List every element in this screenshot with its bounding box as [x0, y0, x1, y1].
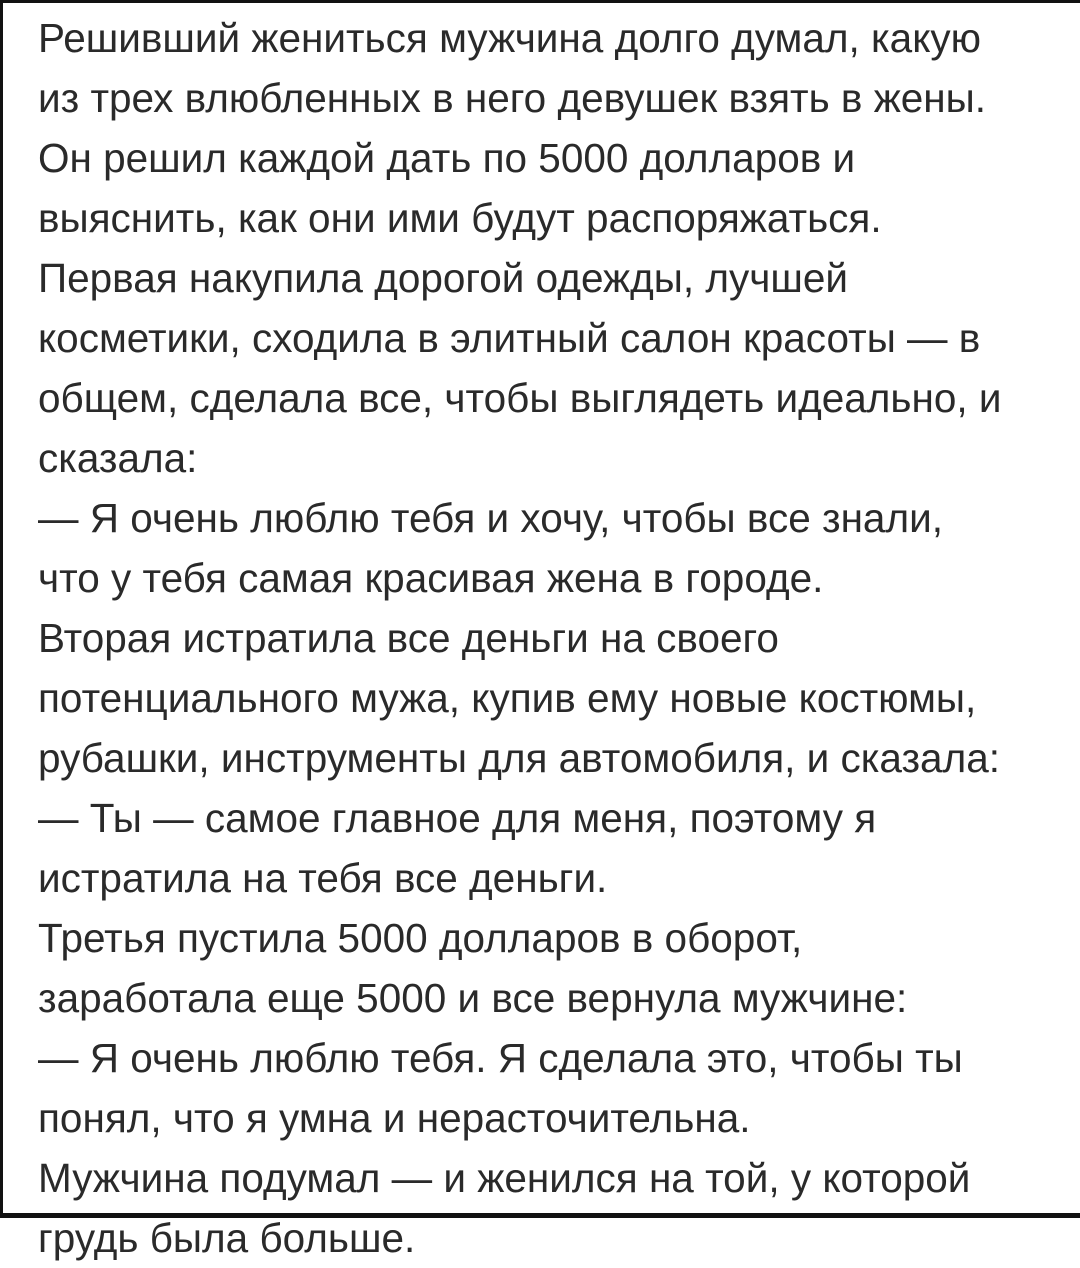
text-line: заработала еще 5000 и все вернула мужчине: — [38, 975, 908, 1021]
text-line: из трех влюбленных в него девушек взять в жены. — [38, 75, 987, 121]
text-line: косметики, сходила в элитный салон красоты — в — [38, 315, 981, 361]
text-line: грудь была больше. — [38, 1215, 416, 1261]
text-line: Первая накупила дорогой одежды, лучшей — [38, 255, 848, 301]
text-line: Он решил каждой дать по 5000 долларов и — [38, 135, 856, 181]
text-line: — Я очень люблю тебя и хочу, чтобы все знали, — [38, 495, 943, 541]
text-line: Третья пустила 5000 долларов в оборот, — [38, 915, 803, 961]
text-line: потенциального мужа, купив ему новые костюмы, — [38, 675, 977, 721]
text-line: Мужчина подумал — и женился на той, у которой — [38, 1155, 971, 1201]
text-line: понял, что я умна и нерасточительна. — [38, 1095, 751, 1141]
text-line: общем, сделала все, чтобы выглядеть идеально, и — [38, 375, 1002, 421]
text-line: истратила на тебя все деньги. — [38, 855, 608, 901]
text-line: рубашки, инструменты для автомобиля, и сказала: — [38, 735, 1000, 781]
story-text — [38, 8, 1068, 1268]
text-line: что у тебя самая красивая жена в городе. — [38, 555, 824, 601]
text-line: — Ты — самое главное для меня, поэтому я — [38, 795, 877, 841]
text-line: — Я очень люблю тебя. Я сделала это, чтобы ты — [38, 1035, 963, 1081]
text-line: Вторая истратила все деньги на своего — [38, 615, 779, 661]
text-line: выяснить, как они ими будут распоряжаться. — [38, 195, 882, 241]
text-line: Решивший жениться мужчина долго думал, какую — [38, 15, 981, 61]
text-line: сказала: — [38, 435, 198, 481]
